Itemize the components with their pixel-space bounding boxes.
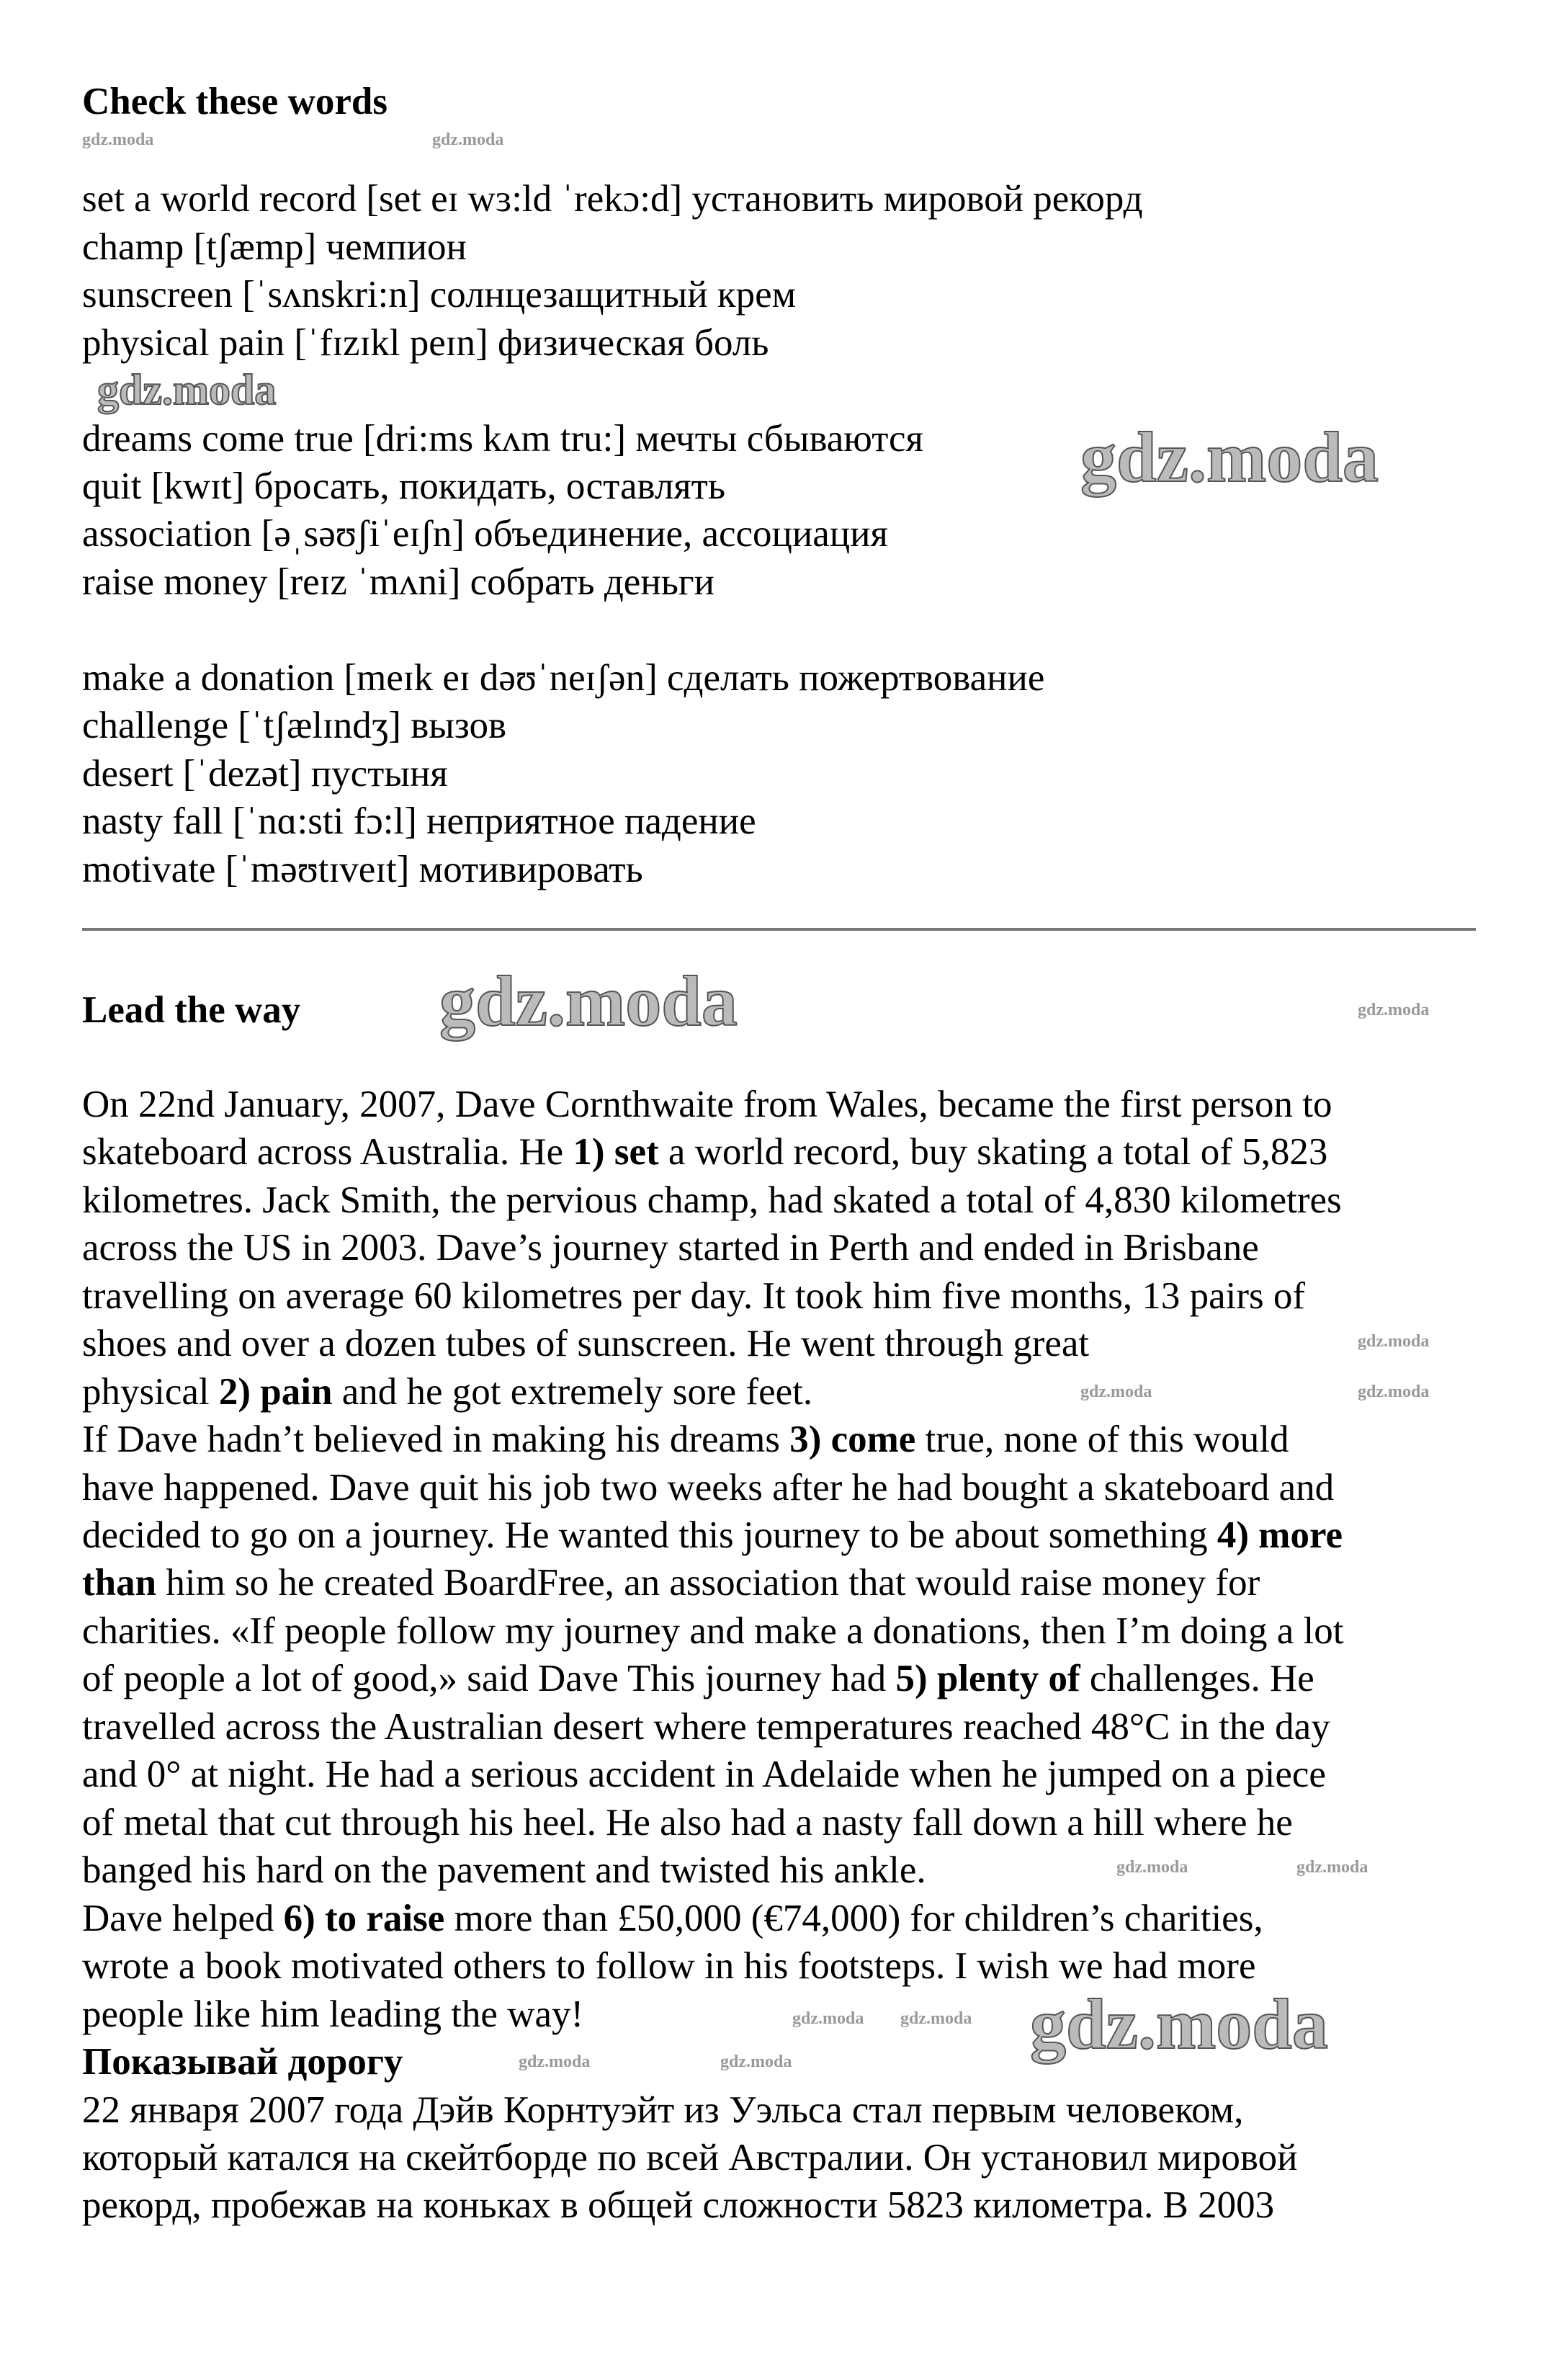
vocab-entry: sunscreen [ˈsʌnskri:n] солнцезащитный крем xyxy=(82,274,797,316)
vocab-entry: quit [kwɪt] бросать, покидать, оставлять xyxy=(82,465,726,508)
text-line xyxy=(82,1751,1326,1798)
text-segment: decided to go on a journey. He wanted this journey to be about something xyxy=(82,1514,1217,1556)
watermark: gdz.moda xyxy=(519,2052,591,2071)
vocab-entry: physical pain [ˈfɪzɪkl peɪn] физическая боль xyxy=(82,321,769,364)
text-segment: travelling on average 60 kilometres per day. It took him five months, 13 pairs of xyxy=(82,1274,1306,1317)
text-segment: across the US in 2003. Dave’s journey started in Perth and ended in Brisbane xyxy=(82,1227,1259,1269)
watermark: gdz.moda xyxy=(720,2052,792,2071)
vocab-entry: make a donation [meɪk eɪ dəʊˈneɪʃən] сделать пожертвование xyxy=(82,656,1045,699)
watermark: gdz.moda xyxy=(1116,1858,1188,1877)
text-line xyxy=(82,1895,1263,1942)
watermark: gdz.moda xyxy=(82,130,154,149)
vocab-entry: desert [ˈdezət] пустыня xyxy=(82,752,448,795)
text-segment: charities. «If people follow my journey and make a donations, then I’m doing a lot xyxy=(82,1609,1344,1652)
text-segment: physical xyxy=(82,1370,219,1413)
text-line xyxy=(82,1559,1260,1607)
translation-title: Показывай дорогу xyxy=(82,2041,403,2083)
answer-word: 1) set xyxy=(573,1131,659,1174)
text-line xyxy=(82,1511,1343,1559)
text-line xyxy=(82,1272,1305,1320)
text-segment: more than £50,000 (€74,000) for children’s charities, xyxy=(444,1897,1263,1939)
text-segment: travelled across the Australian desert where temperatures reached 48°C in the day xyxy=(82,1705,1330,1748)
text-segment: people like him leading the way! xyxy=(82,1993,584,2035)
text-segment: of metal that cut through his heel. He also had a nasty fall down a hill where he xyxy=(82,1801,1293,1844)
watermark: gdz.moda xyxy=(439,961,738,1041)
watermark: gdz.moda xyxy=(792,2009,864,2028)
watermark: gdz.moda xyxy=(432,130,504,149)
text-line xyxy=(82,1846,926,1894)
watermark: gdz.moda xyxy=(1358,1001,1430,1019)
translation-line: который катался на скейтборде по всей Австралии. Он установил мировой xyxy=(82,2137,1298,2179)
text-line xyxy=(82,1464,1334,1511)
text-segment: a world record, buy skating a total of 5,823 xyxy=(658,1131,1328,1174)
text-segment: skateboard across Australia. He xyxy=(82,1131,573,1174)
watermark: gdz.moda xyxy=(1296,1858,1368,1877)
text-line xyxy=(82,1128,1327,1176)
answer-word: 3) come xyxy=(789,1418,916,1461)
text-segment: banged his hard on the pavement and twisted his ankle. xyxy=(82,1849,926,1892)
watermark: gdz.moda xyxy=(97,366,277,414)
watermark: gdz.moda xyxy=(1080,417,1379,497)
text-segment: of people a lot of good,» said Dave This journey had xyxy=(82,1658,896,1700)
vocab-entry: raise money [reɪz ˈmʌni] собрать деньги xyxy=(82,560,714,603)
text-segment: and he got extremely sore feet. xyxy=(332,1370,813,1413)
watermark: gdz.moda xyxy=(900,2009,972,2028)
translation-line: 22 января 2007 года Дэйв Корнтуэйт из Уэльса стал первым человеком, xyxy=(82,2088,1244,2131)
text-line xyxy=(82,1081,1332,1128)
text-line xyxy=(82,1224,1259,1272)
vocab-entry: champ [tʃæmp] чемпион xyxy=(82,225,467,268)
watermark: gdz.moda xyxy=(1030,1984,1328,2064)
text-line xyxy=(82,1991,583,2038)
vocab-entry: set a world record [set eɪ wɜ:ld ˈrekɔ:d] установить мировой рекорд xyxy=(82,178,1143,220)
answer-word: than xyxy=(82,1562,157,1604)
answer-word: 4) more xyxy=(1217,1514,1343,1556)
text-segment: wrote a book motivated others to follow in his footsteps. I wish we had more xyxy=(82,1945,1256,1988)
answer-word: 5) plenty of xyxy=(895,1658,1080,1700)
watermark: gdz.moda xyxy=(1358,1332,1430,1351)
watermark: gdz.moda xyxy=(1080,1382,1152,1401)
text-segment: If Dave hadn’t believed in making his dreams xyxy=(82,1418,790,1461)
divider xyxy=(82,928,1476,931)
text-line xyxy=(82,1607,1343,1655)
vocab-entry: dreams come true [dri:ms kʌm tru:] мечты сбываются xyxy=(82,417,923,460)
text-line xyxy=(82,1703,1330,1751)
text-line xyxy=(82,1416,1289,1463)
text-segment: true, none of this would xyxy=(915,1418,1289,1461)
text-line xyxy=(82,1942,1255,1990)
text-segment: kilometres. Jack Smith, the pervious champ, had skated a total of 4,830 kilometres xyxy=(82,1179,1342,1221)
vocab-entry: association [əˌsəʊʃiˈeɪʃn] объединение, ассоциация xyxy=(82,513,888,555)
text-line xyxy=(82,1655,1314,1702)
translation-line: рекорд, пробежав на коньках в общей сложности 5823 километра. В 2003 xyxy=(82,2184,1275,2227)
answer-word: 6) to raise xyxy=(283,1897,445,1939)
text-segment: him so he created BoardFree, an association that would raise money for xyxy=(156,1562,1260,1604)
text-title: Lead the way xyxy=(82,989,301,1031)
text-segment: have happened. Dave quit his job two weeks after he had bought a skateboard and xyxy=(82,1466,1335,1509)
text-segment: shoes and over a dozen tubes of sunscreen. He went through great xyxy=(82,1323,1090,1365)
answer-word: 2) pain xyxy=(218,1370,333,1413)
text-line xyxy=(82,1320,1089,1367)
text-line xyxy=(82,1799,1293,1846)
text-segment: Dave helped xyxy=(82,1897,284,1939)
watermark: gdz.moda xyxy=(1358,1382,1430,1401)
text-segment: On 22nd January, 2007, Dave Cornthwaite from Wales, became the first person to xyxy=(82,1083,1332,1125)
text-segment: challenges. He xyxy=(1080,1658,1314,1700)
text-line xyxy=(82,1176,1342,1224)
vocab-entry: nasty fall [ˈnɑ:sti fɔ:l] неприятное падение xyxy=(82,800,756,843)
vocab-title: Check these words xyxy=(82,81,387,122)
vocab-entry: challenge [ˈtʃælɪndʒ] вызов xyxy=(82,705,506,747)
vocab-entry: motivate [ˈməʊtɪveɪt] мотивировать xyxy=(82,848,643,890)
text-line xyxy=(82,1368,812,1416)
text-segment: and 0° at night. He had a serious accident in Adelaide when he jumped on a piece xyxy=(82,1753,1326,1796)
